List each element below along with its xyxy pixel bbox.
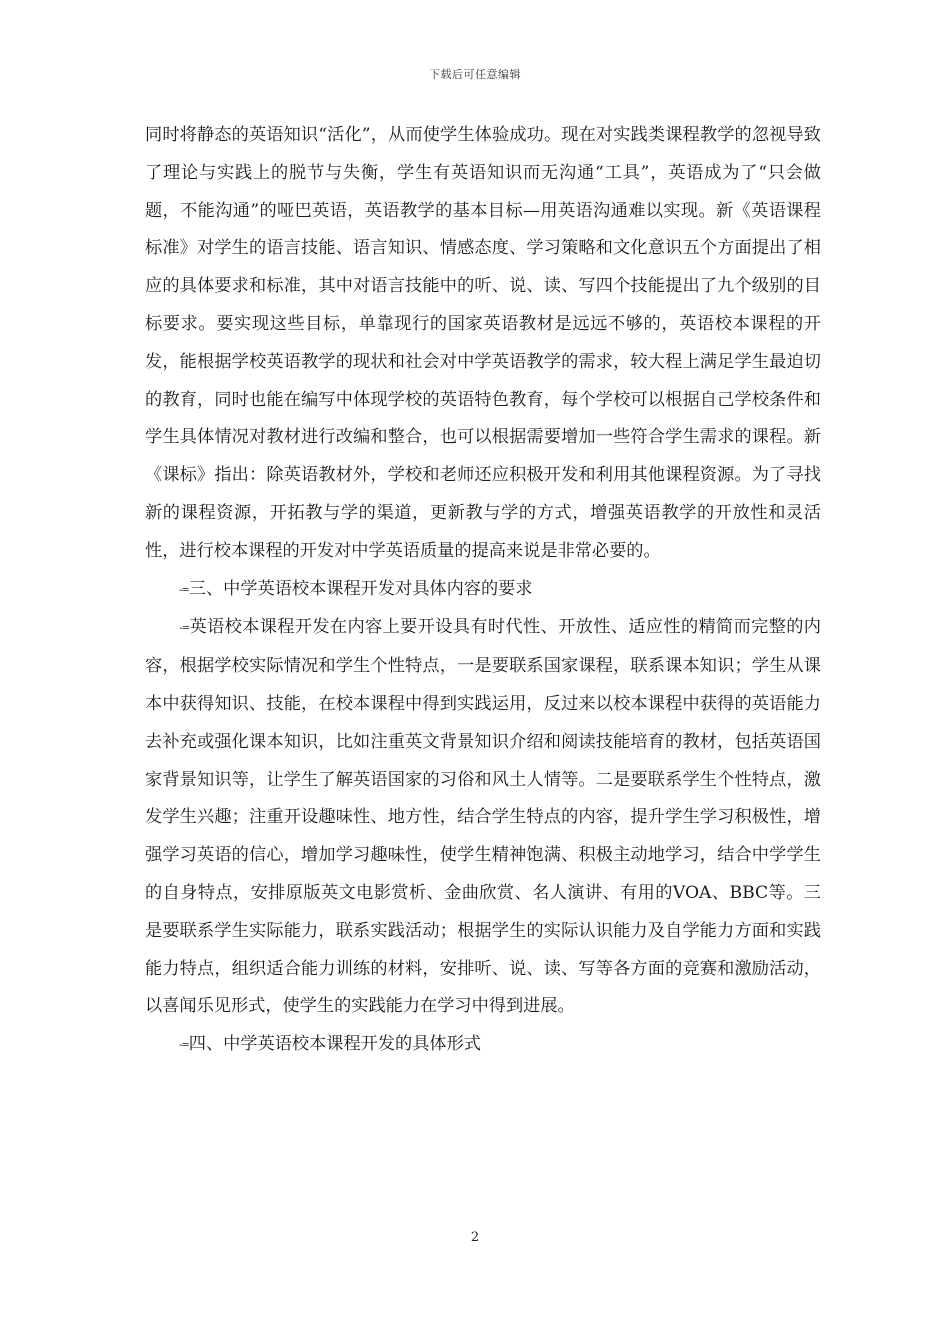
body-paragraph-1: 同时将静态的英语知识“活化”，从而使学生体验成功。现在对实践类课程教学的忽视导致了理论与实践上的脱节与失衡，学生有英语知识而无沟通“工具”，英语成为了“只会做题，不能沟通”的哑巴英语，英语教学的基本目标—用英语沟通难以实现。新《英语课程标准》对学生的语言技能、语言知识、情感态度、学习策略和文化意识五个方面提出了相应的具体要求和标准，其中对语言技能中的听、说、读、写四个技能提出了九个级别的目标要求。要实现这些目标，单靠现行的国家英语教材是远远不够的，英语校本课程的开发，能根据学校英语教学的现状和社会对中学英语教学的需求，较大程上满足学生最迫切的教育，同时也能在编写中体现学校的英语特色教育，每个学校可以根据自己学校条件和学生具体情况对教材进行改编和整合，也可以根据需要增加一些符合学生需求的课程。新《课标》指出：除英语教材外，学校和老师还应积极开发和利用其他课程资源。为了寻找新的课程资源，开拓教与学的渠道，更新教与学的方式，增强英语教学的开放性和灵活性，进行校本课程的开发对中学英语质量的提高来说是非常必要的。 bbox=[145, 125, 821, 561]
body-paragraph-2 bbox=[145, 609, 821, 1026]
heading-4-marker: -= bbox=[179, 1040, 189, 1052]
page-number: 2 bbox=[470, 1230, 480, 1245]
paragraph-2-marker: -= bbox=[179, 623, 190, 635]
paragraph-2-text: 英语校本课程开发在内容上要开设具有时代性、开放性、适应性的精简而完整的内容，根据学校实际情况和学生个性特点，一是要联系国家课程，联系课本知识；学生从课本中获得知识、技能，在校本课程中得到实践运用，反过来以校本课程中获得的英语能力去补充或强化课本知识，比如注重英文背景知识介绍和阅读技能培育的教材，包括英语国家背景知识等，让学生了解英语国家的习俗和风土人情等。二是要联系学生个性特点，激发学生兴趣；注重开设趣味性、地方性，结合学生特点的内容，提升学生学习积极性，增强学习英语的信心，增加学习趣味性，使学生精神饱满、积极主动地学习，结合中学学生的自身特点，安排原版英文电影赏析、金曲欣赏、名人演讲、有用的VOA、BBC等。三是要联系学生实际能力，联系实践活动；根据学生的实际认识能力及自学能力方面和实践能力特点，组织适合能力训练的材料，安排听、说、读、写等各方面的竞赛和激励活动，以喜闻乐见形式，使学生的实践能力在学习中得到进展。 bbox=[145, 617, 821, 1017]
heading-3-marker: -= bbox=[179, 584, 189, 596]
heading-3-text: 三、中学英语校本课程开发对具体内容的要求 bbox=[188, 578, 533, 599]
section-heading-4 bbox=[145, 1026, 821, 1065]
document-body bbox=[145, 117, 821, 1065]
heading-4-text: 四、中学英语校本课程开发的具体形式 bbox=[188, 1034, 481, 1055]
section-heading-3 bbox=[145, 571, 821, 610]
page-header: 下载后可任意编辑 bbox=[429, 68, 521, 81]
